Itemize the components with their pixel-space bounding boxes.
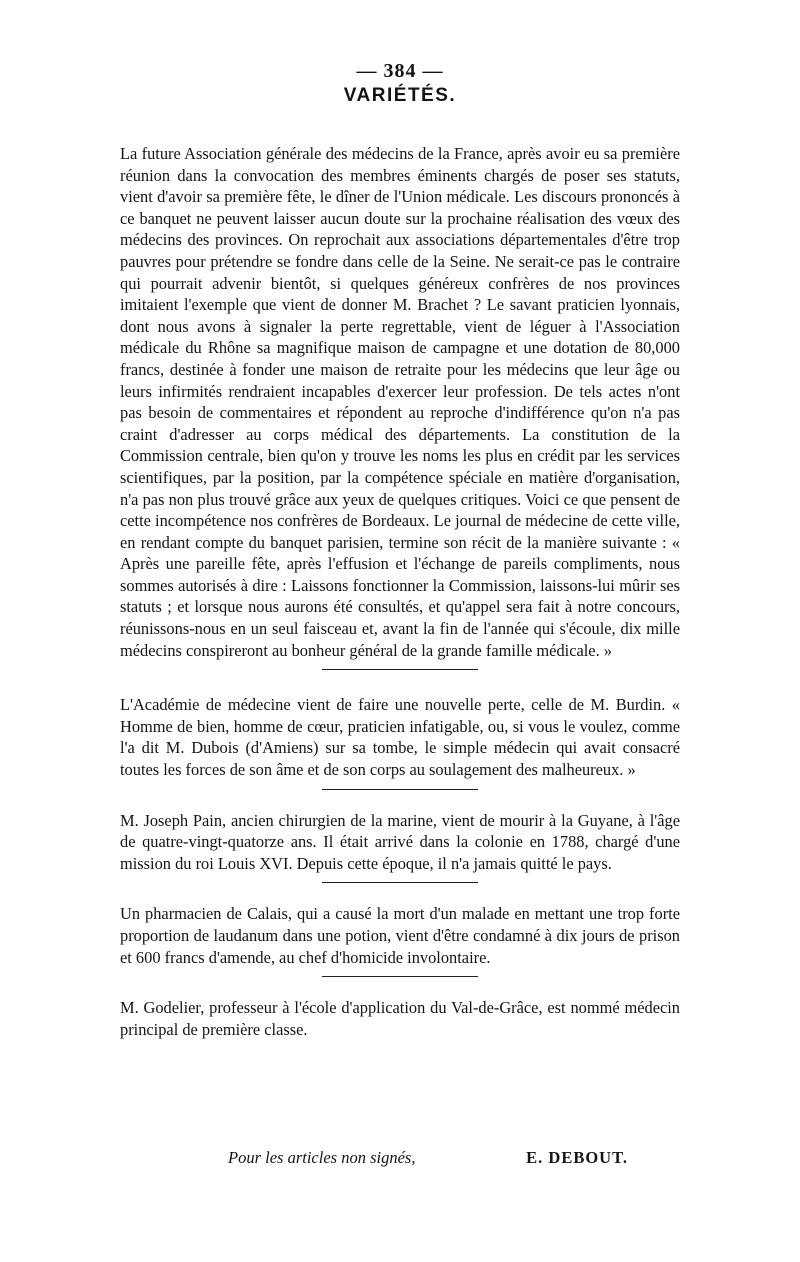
separator-rule <box>322 789 478 790</box>
signature-note: Pour les articles non signés, <box>228 1148 416 1167</box>
separator-rule <box>322 882 478 883</box>
article-godelier: M. Godelier, professeur à l'école d'application du Val-de-Grâce, est nommé médecin principal de première classe. <box>120 998 680 1039</box>
separator-rule <box>322 976 478 977</box>
separator-rule <box>322 669 478 670</box>
section-title: VARIÉTÉS. <box>343 85 457 106</box>
signature-line <box>228 1148 628 1168</box>
article-burdin: L'Académie de médecine vient de faire une nouvelle perte, celle de M. Burdin. « Homme de bien, homme de cœur, praticien infatigable, ou, si vous le voulez, comme l'a dit M. Dubois (d'Amiens) sur sa tombe, le simple médecin qui avait consacré toutes les forces de son âme et de son corps au soulagement des malheureux. » <box>120 695 680 780</box>
article-joseph-pain: M. Joseph Pain, ancien chirurgien de la marine, vient de mourir à la Guyane, à l'âge de quatre-vingt-quatorze ans. Il était arrivé dans la colonie en 1788, chargé d'une mission du roi Louis XVI. Depuis cette époque, il n'a jamais quitté le pays. <box>120 810 680 873</box>
page-body <box>120 50 680 1040</box>
article-pharmacien-calais: Un pharmacien de Calais, qui a causé la mort d'un malade en mettant une trop forte proportion de laudanum dans une potion, vient d'être condamné à dix jours de prison et 600 francs d'amende, au chef d'homicide involontaire. <box>120 904 680 967</box>
page-number: — 384 — <box>356 60 444 82</box>
article-association: La future Association générale des médecins de la France, après avoir eu sa première réunion dans la convocation des membres éminents chargés de poser ses statuts, vient d'avoir sa première fête, le dîner de l'Union médicale. Les discours prononcés à ce banquet ne peuvent laisser aucun doute sur la prochaine réalisation des vœux des médecins des provinces. On reprochait aux associations départementales d'être trop pauvres pour prétendre se fondre dans celle de la Seine. Ne serait-ce pas le contraire qui pourrait advenir bientôt, si quelques généreux confrères de nos provinces imitaient l'exemple que vient de donner M. Brachet ? Le savant praticien lyonnais, dont nous avons à signaler la perte regrettable, vient de léguer à l'Association médicale du Rhône sa magnifique maison de campagne et une dotation de 80,000 francs, destinée à fonder une maison de retraite pour les médecins que leur âge ou leurs infirmités rendraient incapables d'exercer leur profession. De tels actes n'ont pas besoin de commentaires et répondent au reproche d'indifférence qu'on n'a pas craint d'adresser au corps médical des départements. La constitution de la Commission centrale, bien qu'on y trouve les noms les plus en crédit par les services scientifiques, par la position, par la compétence spéciale en matière d'organisation, n'a pas non plus trouvé grâce aux yeux de quelques critiques. Voici ce que pensent de cette incompétence nos confrères de Bordeaux. Le journal de médecine de cette ville, en rendant compte du banquet parisien, termine son récit de la manière suivante : « Après une pareille fête, après l'effusion et l'échange de pareils compliments, nous sommes autorisés à dire : Laissons fonctionner la Commission, laissons-lui mûrir ses statuts ; et lorsque nous aurons été consultés, et qu'appel sera fait à notre concours, réunissons-nous en un seul faisceau et, avant la fin de l'année qui s'écoule, dix mille médecins conspireront au bonheur général de la grande famille médicale. » <box>120 144 680 660</box>
signature-name: E. DEBOUT. <box>526 1148 628 1167</box>
